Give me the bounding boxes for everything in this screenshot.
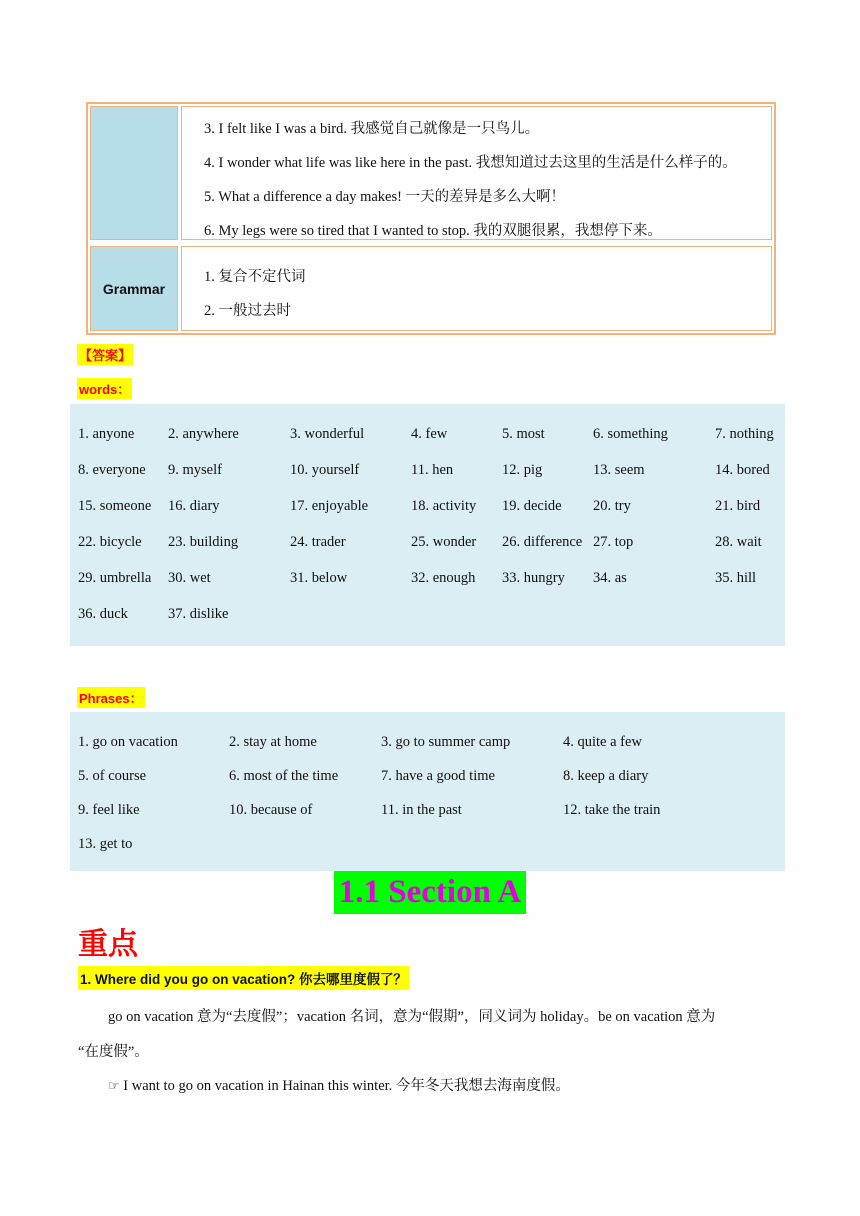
explanation-line-1: go on vacation 意为“去度假”；vacation 名词，意为“假期”，同义词为 holiday。be on vacation 意为	[108, 1009, 716, 1025]
explanation-line-2: “在度假”。	[78, 1044, 149, 1060]
phrases-heading: Phrases：	[77, 687, 145, 708]
word-item: 14. bored	[715, 462, 770, 478]
grammar-item: 1. 复合不定代词	[204, 269, 306, 285]
section-title: 1.1 Section A	[334, 871, 526, 914]
word-item: 6. something	[593, 426, 668, 442]
phrase-item: 7. have a good time	[381, 768, 495, 784]
word-item: 24. trader	[290, 534, 346, 550]
phrase-item: 9. feel like	[78, 802, 140, 818]
grammar-cell	[181, 246, 772, 331]
sentences-label-cell	[90, 106, 178, 240]
grammar-label: Grammar	[102, 280, 166, 297]
word-item: 33. hungry	[502, 570, 565, 586]
pointing-hand-icon: ☞	[108, 1079, 120, 1094]
word-item: 34. as	[593, 570, 627, 586]
example-line	[108, 1074, 570, 1095]
word-item: 36. duck	[78, 606, 128, 622]
word-item: 7. nothing	[715, 426, 774, 442]
word-item: 5. most	[502, 426, 545, 442]
word-item: 11. hen	[411, 462, 454, 478]
word-item: 9. myself	[168, 462, 222, 478]
words-box	[70, 404, 785, 646]
phrase-item: 5. of course	[78, 768, 147, 784]
key-points-title: 重点	[78, 928, 138, 961]
word-item: 26. difference	[502, 534, 583, 550]
word-item: 18. activity	[411, 498, 477, 514]
sentences-cell	[181, 106, 772, 240]
word-item: 15. someone	[78, 498, 152, 514]
word-item: 22. bicycle	[78, 534, 142, 550]
word-item: 30. wet	[168, 570, 211, 586]
word-item: 32. enough	[411, 570, 476, 586]
phrase-item: 1. go on vacation	[78, 734, 178, 750]
word-item: 29. umbrella	[78, 570, 152, 586]
phrase-item: 6. most of the time	[229, 768, 339, 784]
word-item: 12. pig	[502, 462, 543, 478]
word-item: 4. few	[411, 426, 448, 442]
sentence-line: 6. My legs were so tired that I wanted to stop. 我的双腿很累，我想停下来。	[204, 223, 662, 239]
phrase-item: 10. because of	[229, 802, 313, 818]
word-item: 21. bird	[715, 498, 761, 514]
grammar-label-cell	[90, 246, 178, 331]
word-item: 27. top	[593, 534, 634, 550]
words-heading: words：	[77, 378, 132, 399]
sentences-row	[88, 104, 774, 242]
example-sentence: I want to go on vacation in Hainan this winter. 今年冬天我想去海南度假。	[123, 1078, 570, 1094]
phrase-item: 3. go to summer camp	[381, 734, 511, 750]
vocab-table	[86, 102, 776, 335]
word-item: 13. seem	[593, 462, 645, 478]
question-heading: 1. Where did you go on vacation? 你去哪里度假了？	[78, 966, 409, 990]
word-item: 23. building	[168, 534, 239, 550]
word-item: 35. hill	[715, 570, 757, 586]
word-item: 37. dislike	[168, 606, 229, 622]
word-item: 10. yourself	[290, 462, 360, 478]
phrase-item: 4. quite a few	[563, 734, 642, 750]
word-item: 20. try	[593, 498, 631, 514]
word-item: 28. wait	[715, 534, 762, 550]
word-item: 16. diary	[168, 498, 220, 514]
sentence-line: 5. What a difference a day makes! 一天的差异是多么大啊！	[204, 189, 566, 205]
phrase-item: 8. keep a diary	[563, 768, 649, 784]
phrases-box	[70, 712, 785, 871]
phrase-item: 2. stay at home	[229, 734, 317, 750]
word-item: 3. wonderful	[290, 426, 365, 442]
grammar-row	[88, 244, 774, 333]
word-item: 17. enjoyable	[290, 498, 369, 514]
word-item: 31. below	[290, 570, 348, 586]
grammar-item: 2. 一般过去时	[204, 303, 291, 319]
sentence-line: 4. I wonder what life was like here in the past. 我想知道过去这里的生活是什么样子的。	[204, 155, 737, 171]
word-item: 8. everyone	[78, 462, 146, 478]
phrase-item: 12. take the train	[563, 802, 661, 818]
word-item: 19. decide	[502, 498, 562, 514]
answer-heading: 【答案】	[77, 344, 133, 365]
sentence-line: 3. I felt like I was a bird. 我感觉自己就像是一只鸟儿。	[204, 121, 540, 137]
word-item: 2. anywhere	[168, 426, 239, 442]
phrase-item: 13. get to	[78, 836, 133, 852]
phrase-item: 11. in the past	[381, 802, 462, 818]
word-item: 1. anyone	[78, 426, 135, 442]
word-item: 25. wonder	[411, 534, 477, 550]
